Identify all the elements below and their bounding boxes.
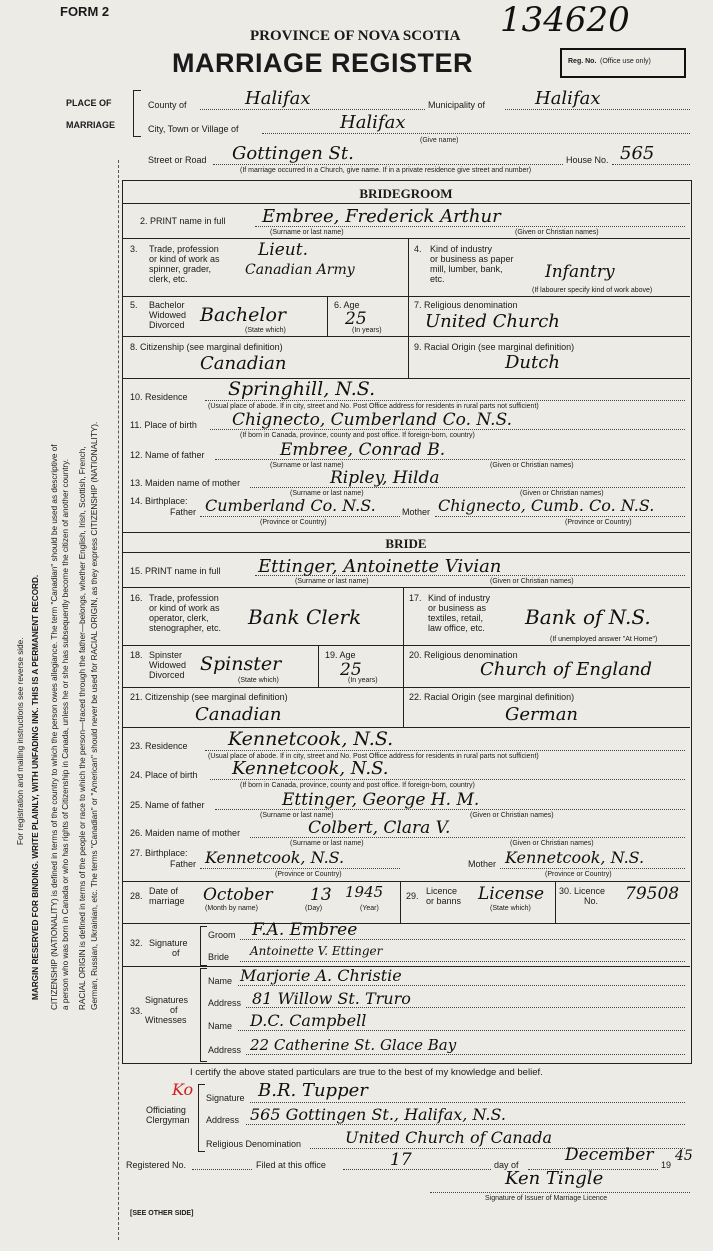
street-value: Gottingen St. — [232, 143, 354, 164]
groom-residence-value: Springhill, N.S. — [228, 378, 376, 400]
marriage-year-value: 1945 — [345, 883, 384, 901]
f33-num: 33. — [130, 1006, 143, 1016]
f29-label2: or banns — [426, 896, 462, 906]
f2-label: 2. PRINT name in full — [140, 216, 226, 226]
f9-label: 9. Racial Origin (see marginal definition) — [414, 342, 575, 352]
witness-label-1: of — [170, 1005, 178, 1015]
f12-sub-surname: (Surname or last name) — [270, 462, 344, 469]
form-label: FORM 2 — [60, 4, 110, 19]
bride-age-value: 25 — [340, 660, 362, 680]
f10-sub: (Usual place of abode. If in city, street and No. Post Office address for residents in rural parts not sufficient) — [208, 403, 539, 410]
f12-sub-given: (Given or Christian names) — [490, 462, 574, 469]
place-of-label: PLACE OF — [66, 98, 112, 108]
f4-num: 4. — [414, 244, 422, 254]
f27-sub1: (Province or Country) — [275, 871, 342, 878]
f21-label: 21. Citizenship (see marginal definition) — [130, 692, 288, 702]
witness1-address: 81 Willow St. Truro — [252, 989, 411, 1008]
f2-sub-surname: (Surname or last name) — [270, 229, 344, 236]
f17-sub: (If unemployed answer "At Home") — [550, 636, 658, 643]
f30-label: 30. Licence — [559, 886, 606, 896]
witness1-name: Marjorie A. Christie — [240, 966, 402, 985]
bride-status-value: Spinster — [200, 653, 282, 675]
page-title: MARRIAGE REGISTER — [172, 48, 474, 78]
bride-name-value: Ettinger, Antoinette Vivian — [258, 556, 502, 577]
groom-trade-value-2: Canadian Army — [245, 262, 355, 278]
groom-racial-value: Dutch — [505, 352, 560, 373]
f19-sub: (In years) — [348, 677, 378, 684]
reg-no-label: Reg. No. — [568, 58, 597, 65]
municipality-value: Halifax — [535, 88, 601, 109]
f5-label-0: Bachelor — [149, 300, 185, 310]
side-note-6: German, Russian, Ukrainian, etc. The terms "Canadian" or "American" should never be used for RACIAL ORIGIN, as they express CITIZENSHIP (NATIONALITY). — [90, 421, 99, 1010]
denomination-label: Religious Denomination — [206, 1139, 302, 1149]
house-label: House No. — [566, 155, 609, 165]
f24-label: 24. Place of birth — [130, 770, 198, 780]
groom-industry-value: Infantry — [545, 262, 615, 282]
f6-sub: (In years) — [352, 327, 382, 334]
f5-label-2: Divorced — [149, 320, 185, 330]
f14-label: 14. Birthplace: — [130, 496, 188, 506]
marriage-month-value: October — [203, 885, 273, 905]
f17-num: 17. — [409, 593, 422, 603]
side-note-5: RACIAL ORIGIN is defined in terms of the people or race to which the person—traced through the father—belongs, whether English, Irish, Scottish, French, — [78, 446, 87, 1010]
city-label: City, Town or Village of — [148, 124, 239, 134]
w1-address-label: Address — [208, 998, 242, 1008]
house-value: 565 — [620, 143, 655, 164]
bride-trade-value: Bank Clerk — [248, 605, 362, 629]
f26-label: 26. Maiden name of mother — [130, 828, 241, 838]
clergy-signature: B.R. Tupper — [258, 1080, 368, 1101]
register-number: 134620 — [500, 0, 630, 40]
f29-sub: (State which) — [490, 905, 531, 912]
church-note: (If marriage occurred in a Church, give name. If in a private residence give street and number) — [240, 167, 532, 174]
f27-mother-label: Mother — [468, 859, 497, 869]
f2-sub-given: (Given or Christian names) — [515, 229, 599, 236]
bride-racial-value: German — [505, 704, 579, 725]
f13-label: 13. Maiden name of mother — [130, 478, 241, 488]
f29-num: 29. — [406, 891, 419, 901]
f24-sub: (If born in Canada, province, county and post office. If foreign-born, country) — [240, 782, 475, 789]
day-of-label: day of — [494, 1160, 519, 1170]
f12-label: 12. Name of father — [130, 450, 205, 460]
bride-industry-value: Bank of N.S. — [525, 605, 651, 629]
f4-label-0: Kind of industry — [430, 244, 493, 254]
bride-citizenship-value: Canadian — [195, 704, 282, 725]
bride-sig-label: Bride — [208, 952, 230, 962]
clergy-denomination: United Church of Canada — [345, 1128, 553, 1147]
f28-label1: Date of — [149, 886, 179, 896]
f14-sub1: (Province or Country) — [260, 519, 327, 526]
groom-age-value: 25 — [345, 309, 367, 329]
groom-trade-value-1: Lieut. — [258, 240, 308, 260]
bride-residence-value: Kennetcook, N.S. — [228, 728, 394, 750]
f20-label: 20. Religious denomination — [409, 650, 518, 660]
witness2-name: D.C. Campbell — [250, 1011, 367, 1030]
f28-sub-month: (Month by name) — [205, 905, 258, 912]
give-name-note: (Give name) — [420, 137, 459, 144]
f11-label: 11. Place of birth — [130, 420, 197, 430]
f17-label-0: Kind of industry — [428, 593, 491, 603]
f28-num: 28. — [130, 891, 143, 901]
witness2-address: 22 Catherine St. Glace Bay — [250, 1036, 457, 1054]
bride-father-value: Ettinger, George H. M. — [282, 790, 480, 810]
see-other-side: [SEE OTHER SIDE] — [130, 1210, 194, 1217]
f27-label: 27. Birthplace: — [130, 848, 188, 858]
f15-sub-given: (Given or Christian names) — [490, 578, 574, 585]
w2-name-label: Name — [208, 1021, 233, 1031]
officiating-label2: Clergyman — [146, 1115, 190, 1125]
marriage-day-value: 13 — [310, 885, 332, 905]
f17-label-2: textiles, retail, — [428, 613, 484, 623]
registered-label: Registered No. — [126, 1160, 187, 1170]
witness-label-2: Witnesses — [145, 1015, 187, 1025]
f8-label: 8. Citizenship (see marginal definition) — [130, 342, 283, 352]
f5-sub: (State which) — [245, 327, 286, 334]
f6-label: 6. Age — [334, 300, 360, 310]
f17-label-3: law office, etc. — [428, 623, 485, 633]
f14-mother-label: Mother — [402, 507, 431, 517]
f22-label: 22. Racial Origin (see marginal definition) — [409, 692, 575, 702]
f11-sub: (If born in Canada, province, county and post office. If foreign-born, country) — [240, 432, 475, 439]
filed-day-value: 17 — [390, 1150, 412, 1170]
reg-no-box — [560, 48, 686, 78]
f3-label-2: spinner, grader, — [149, 264, 212, 274]
f25-sub-surname: (Surname or last name) — [260, 812, 334, 819]
bride-signature: Antoinette V. Ettinger — [250, 944, 383, 958]
f3-label-0: Trade, profession — [149, 244, 219, 254]
groom-father-birthplace: Cumberland Co. N.S. — [205, 496, 376, 515]
clergy-sig-label: Signature — [206, 1093, 245, 1103]
groom-sig-label: Groom — [208, 930, 236, 940]
bride-birthplace-value: Kennetcook, N.S. — [232, 758, 389, 779]
bridegroom-heading: BRIDEGROOM — [359, 186, 453, 201]
f3-label-1: or kind of work as — [149, 254, 220, 264]
f16-label-3: stenographer, etc. — [149, 623, 222, 633]
f17-label-1: or business as — [428, 603, 487, 613]
groom-signature: F.A. Embree — [252, 920, 358, 940]
groom-name-value: Embree, Frederick Arthur — [262, 206, 501, 227]
side-note-3: CITIZENSHIP (NATIONALITY) is defined in terms of the country to which the person owes allegiance. The term "Canadian" should be used as descriptive of — [50, 444, 59, 1010]
f13-sub-surname: (Surname or last name) — [290, 490, 364, 497]
groom-birthplace-value: Chignecto, Cumberland Co. N.S. — [232, 410, 513, 430]
licence-type-value: License — [478, 884, 545, 904]
f4-sub: (If labourer specify kind of work above) — [532, 287, 653, 294]
f18-sub: (State which) — [238, 677, 279, 684]
bride-father-birthplace: Kennetcook, N.S. — [205, 848, 345, 867]
f13-sub-given: (Given or Christian names) — [520, 490, 604, 497]
f29-label1: Licence — [426, 886, 458, 896]
f16-label-1: or kind of work as — [149, 603, 220, 613]
licence-number-value: 79508 — [625, 884, 680, 904]
f4-label-3: etc. — [430, 274, 445, 284]
certify-text: I certify the above stated particulars are true to the best of my knowledge and belief. — [190, 1067, 543, 1078]
f15-sub-surname: (Surname or last name) — [295, 578, 369, 585]
f32-label2: of — [172, 948, 180, 958]
county-label: County of — [148, 100, 187, 110]
side-note-2: MARGIN RESERVED FOR BINDING. WRITE PLAINLY, WITH UNFADING INK. THIS IS A PERMANENT RECORD. — [31, 574, 40, 1000]
municipality-label: Municipality of — [428, 100, 486, 110]
f18-label-1: Widowed — [149, 660, 187, 670]
marriage-label: MARRIAGE — [66, 120, 115, 130]
f14-sub2: (Province or Country) — [565, 519, 632, 526]
f28-sub-year: (Year) — [360, 905, 379, 912]
f25-label: 25. Name of father — [130, 800, 205, 810]
w2-address-label: Address — [208, 1045, 242, 1055]
issuer-label: Signature of Issuer of Marriage Licence — [485, 1195, 608, 1202]
f18-label-2: Divorced — [149, 670, 185, 680]
clergy-address: 565 Gottingen St., Halifax, N.S. — [250, 1105, 506, 1124]
bride-heading: BRIDE — [385, 536, 427, 551]
f16-label-0: Trade, profession — [149, 593, 219, 603]
f10-label: 10. Residence — [130, 392, 188, 402]
city-value: Halifax — [340, 112, 406, 133]
office-use-label: (Office use only) — [600, 58, 651, 65]
f19-label: 19. Age — [325, 650, 356, 660]
w1-name-label: Name — [208, 976, 233, 986]
bride-mother-birthplace: Kennetcook, N.S. — [505, 848, 645, 867]
f28-sub-day: (Day) — [305, 905, 323, 912]
f25-sub-given: (Given or Christian names) — [470, 812, 554, 819]
f23-label: 23. Residence — [130, 741, 188, 751]
f27-father-label: Father — [170, 859, 197, 869]
bride-religion-value: Church of England — [480, 659, 653, 680]
side-note-1: For registration and mailing instructions see reverse side. — [16, 637, 25, 845]
f18-label-0: Spinster — [149, 650, 183, 660]
f5-label-1: Widowed — [149, 310, 187, 320]
side-note-4: a person who was born in Canada or who has rights of Citizenship in Canada, unless he or she has subsequently become the citizen of another country. — [61, 458, 70, 1010]
groom-mother-birthplace: Chignecto, Cumb. Co. N.S. — [438, 496, 655, 515]
f5-num: 5. — [130, 300, 138, 310]
f23-sub: (Usual place of abode. If in city, street and No. Post Office address for residents in rural parts not sufficient) — [208, 753, 539, 760]
f16-num: 16. — [130, 593, 143, 603]
groom-citizenship-value: Canadian — [200, 353, 287, 374]
f27-sub2: (Province or Country) — [545, 871, 612, 878]
county-value: Halifax — [245, 88, 311, 109]
f18-num: 18. — [130, 650, 143, 660]
f30-label2: No. — [584, 896, 599, 906]
filed-month-value: December — [565, 1145, 654, 1165]
witness-label-0: Signatures — [145, 995, 189, 1005]
year-prefix: 19 — [661, 1160, 672, 1170]
f26-sub-surname: (Surname or last name) — [290, 840, 364, 847]
officiating-label1: Officiating — [146, 1105, 186, 1115]
bride-mother-value: Colbert, Clara V. — [308, 818, 451, 838]
f32-num: 32. — [130, 938, 143, 948]
f15-label: 15. PRINT name in full — [130, 566, 221, 576]
f14-father-label: Father — [170, 507, 197, 517]
f26-sub-given: (Given or Christian names) — [510, 840, 594, 847]
f4-label-2: mill, lumber, bank, — [430, 264, 503, 274]
f16-label-2: operator, clerk, — [149, 613, 209, 623]
clergy-address-label: Address — [206, 1115, 240, 1125]
f3-num: 3. — [130, 244, 138, 254]
groom-religion-value: United Church — [425, 311, 560, 332]
f3-label-3: clerk, etc. — [149, 274, 188, 284]
province-title: PROVINCE OF NOVA SCOTIA — [250, 28, 461, 44]
f32-label1: Signature — [149, 938, 188, 948]
groom-status-value: Bachelor — [200, 304, 287, 326]
f28-label2: marriage — [149, 896, 185, 906]
filed-label: Filed at this office — [256, 1160, 326, 1170]
groom-father-value: Embree, Conrad B. — [280, 440, 446, 460]
f4-label-1: or business as paper — [430, 254, 514, 264]
f7-label: 7. Religious denomination — [414, 300, 518, 310]
issuer-signature: Ken Tingle — [505, 1168, 604, 1189]
filed-year-value: 45 — [675, 1148, 693, 1164]
red-mark: Ko — [172, 1080, 194, 1099]
street-label: Street or Road — [148, 155, 207, 165]
groom-mother-value: Ripley, Hilda — [330, 468, 440, 488]
